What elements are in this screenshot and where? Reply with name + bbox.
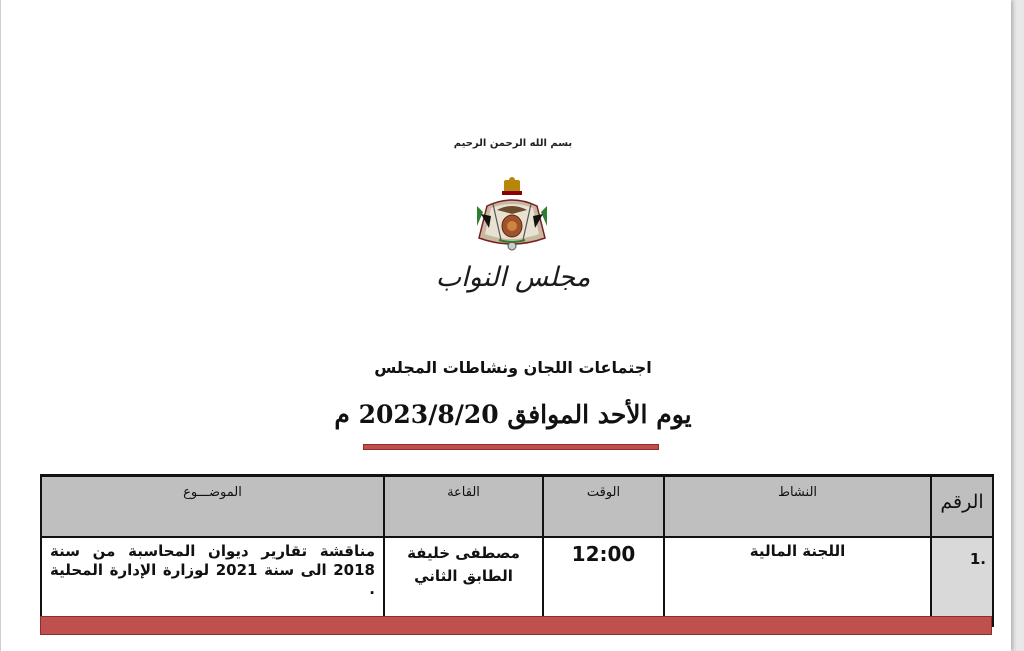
- row-subject: مناقشة تقارير ديوان المحاسبة من سنة 2018 الى سنة 2021 لوزارة الإدارة المحلية .: [41, 537, 384, 626]
- row-time: 12:00: [543, 537, 664, 626]
- date-title: يوم الأحد الموافق 2023/8/20 م: [334, 400, 692, 429]
- row-hall-floor: الطابق الثاني: [414, 567, 513, 585]
- header-activity: النشاط: [664, 476, 931, 538]
- page-subtitle: اجتماعات اللجان ونشاطات المجلس: [374, 358, 652, 377]
- bottom-accent-bar: [40, 616, 992, 635]
- row-number: .1: [931, 537, 993, 626]
- row-hall: [384, 537, 543, 626]
- table-row: [41, 537, 993, 626]
- header-number: الرقم: [931, 476, 993, 538]
- institution-logo-text: مجلس النواب: [435, 262, 591, 293]
- schedule-table: [40, 474, 994, 627]
- header-time: الوقت: [543, 476, 664, 538]
- title-underline-bar: [363, 444, 659, 450]
- jordan-coat-of-arms-icon: [467, 176, 557, 258]
- table-header-row: [41, 476, 993, 538]
- row-hall-name: مصطفى خليفة: [407, 544, 520, 562]
- header-hall: القاعة: [384, 476, 543, 538]
- row-activity: اللجنة المالية: [664, 537, 931, 626]
- basmala: بسم الله الرحمن الرحيم: [453, 138, 573, 149]
- header-subject: الموضـــوع: [41, 476, 384, 538]
